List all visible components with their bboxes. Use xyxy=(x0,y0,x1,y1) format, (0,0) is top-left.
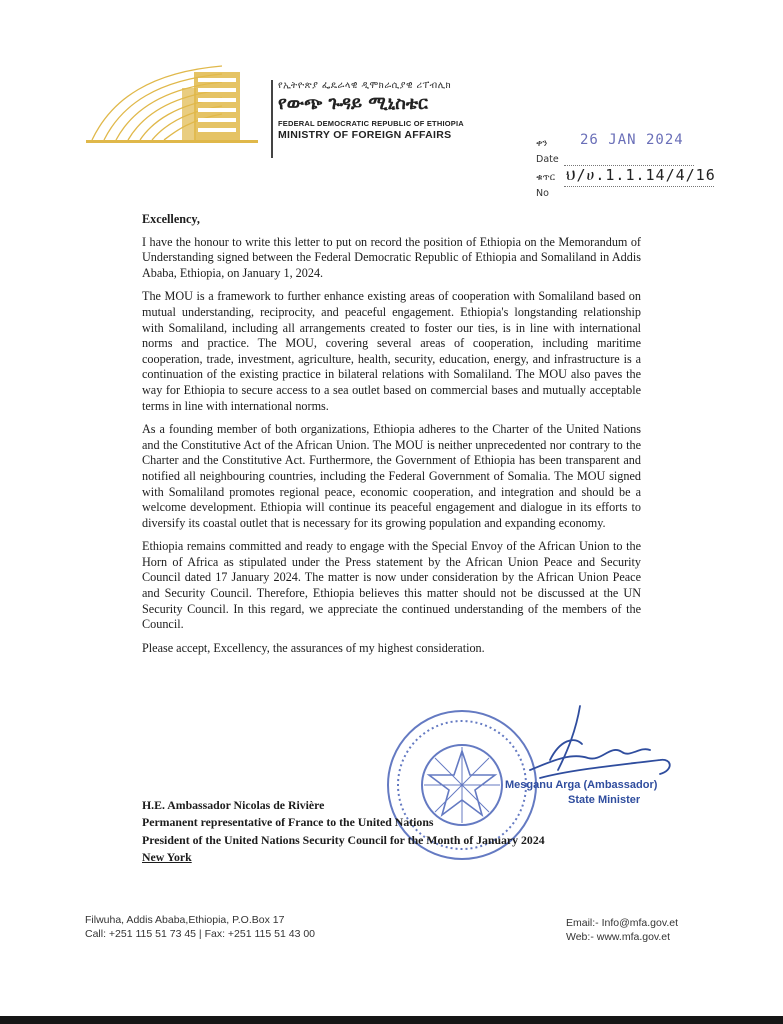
paragraph-1: I have the honour to write this letter to put on record the position of Ethiopia on the Memorandum of Understanding signed between the Federal Democratic Republic of Ethiopia and Somaliland in Addis Ababa, Ethiopia, on January 1, 2024. xyxy=(142,234,641,280)
salutation: Excellency, xyxy=(142,212,200,226)
footer-phones: Call: +251 115 51 73 45 | Fax: +251 115 51 43 00 xyxy=(85,928,316,940)
letterhead xyxy=(278,80,538,141)
addressee-block xyxy=(142,797,642,867)
letterhead-english-ministry: MINISTRY OF FOREIGN AFFAIRS xyxy=(278,129,452,141)
paragraph-2: The MOU is a framework to further enhance existing areas of cooperation with Somaliland based on mutual understanding, reciprocity, and peaceful engagement. Ethiopia's longstanding relationship with Somaliland, including all arrangements created to foster our ties, is in line with international norms and practice. The MOU, covering several areas of cooperation, including maritime cooperation, trade, investment, agriculture, health, security, education, energy, and infrastructure is a continuation of the existing practice in bilateral relations with Somaliland. The MOU also paves the way for Ethiopia to secure access to a sea outlet based on commercial bases and mutually acceptable terms in line with international norms. xyxy=(142,289,641,413)
footer-web: Web:- www.mfa.gov.et xyxy=(566,931,671,943)
reference-number: ህ/ሀ.1.1.14/4/16 xyxy=(566,166,716,184)
signer-title: State Minister xyxy=(568,794,641,806)
footer-contact xyxy=(85,913,315,941)
no-amharic-label: ቁጥር xyxy=(536,172,555,183)
letterhead-amharic-ministry: የውጭ ጉዳይ ሚኒስቴር xyxy=(278,93,428,114)
no-dotted-line xyxy=(564,186,714,187)
letter-body xyxy=(142,212,641,656)
letterhead-amharic-country: የኢትዮጵያ ፌዴራላዊ ዲሞክራሲያዊ ሪፐብሊክ xyxy=(278,80,452,91)
no-label: No xyxy=(536,188,549,199)
letterhead-divider xyxy=(271,80,273,158)
addressee-council-role: President of the United Nations Security Council for the Month of January 2024 xyxy=(142,832,545,847)
paragraph-4: Ethiopia remains committed and ready to engage with the Special Envoy of the African Union to the Horn of Africa as stipulated under the Press statement by the African Union Peace and Security Council dated 17 January 2024. The matter is now under consideration by the African Union Peace and Security Council. Therefore, Ethiopia believes this matter should not be discussed at the UN Security Council. In this regard, we appreciate the continued understanding of the members of the Council. xyxy=(142,539,641,632)
footer-email: Email:- Info@mfa.gov.et xyxy=(566,917,679,929)
addressee-name: H.E. Ambassador Nicolas de Rivière xyxy=(142,798,325,812)
date-stamp: 26 JAN 2024 xyxy=(580,132,684,148)
footer-address: Filwuha, Addis Ababa,Ethiopia, P.O.Box 17 xyxy=(85,914,285,926)
letterhead-english-country: FEDERAL DEMOCRATIC REPUBLIC OF ETHIOPIA xyxy=(278,119,464,128)
addressee-role: Permanent representative of France to the United Nations xyxy=(142,815,434,830)
signer-name: Mesganu Arga (Ambassador) xyxy=(505,779,658,791)
bottom-edge-bar xyxy=(0,1016,783,1024)
date-label: Date xyxy=(536,154,559,165)
addressee-city: New York xyxy=(142,850,192,865)
paragraph-3: As a founding member of both organizations, Ethiopia adheres to the Charter of the United Nations and the Constitutive Act of the African Union. The MOU is neither unprecedented nor contrary to the Charter and the Constitutive Act. Furthermore, the Government of Ethiopia has been transparent and notified all neighbouring countries, including the Federal Government of Somalia. The MOU signed with Somaliland promotes regional peace, economic cooperation, and integration and should be a welcome development. Ethiopia will continue its peaceful engagement and dialogue in its efforts to diversify its coastal outlet that is necessary for its growing population and expanding economy. xyxy=(142,422,641,530)
closing-line: Please accept, Excellency, the assurances of my highest consideration. xyxy=(142,640,485,655)
date-amharic-label: ቀን xyxy=(536,138,548,149)
ministry-building-logo xyxy=(82,58,262,148)
footer-online xyxy=(566,916,678,944)
